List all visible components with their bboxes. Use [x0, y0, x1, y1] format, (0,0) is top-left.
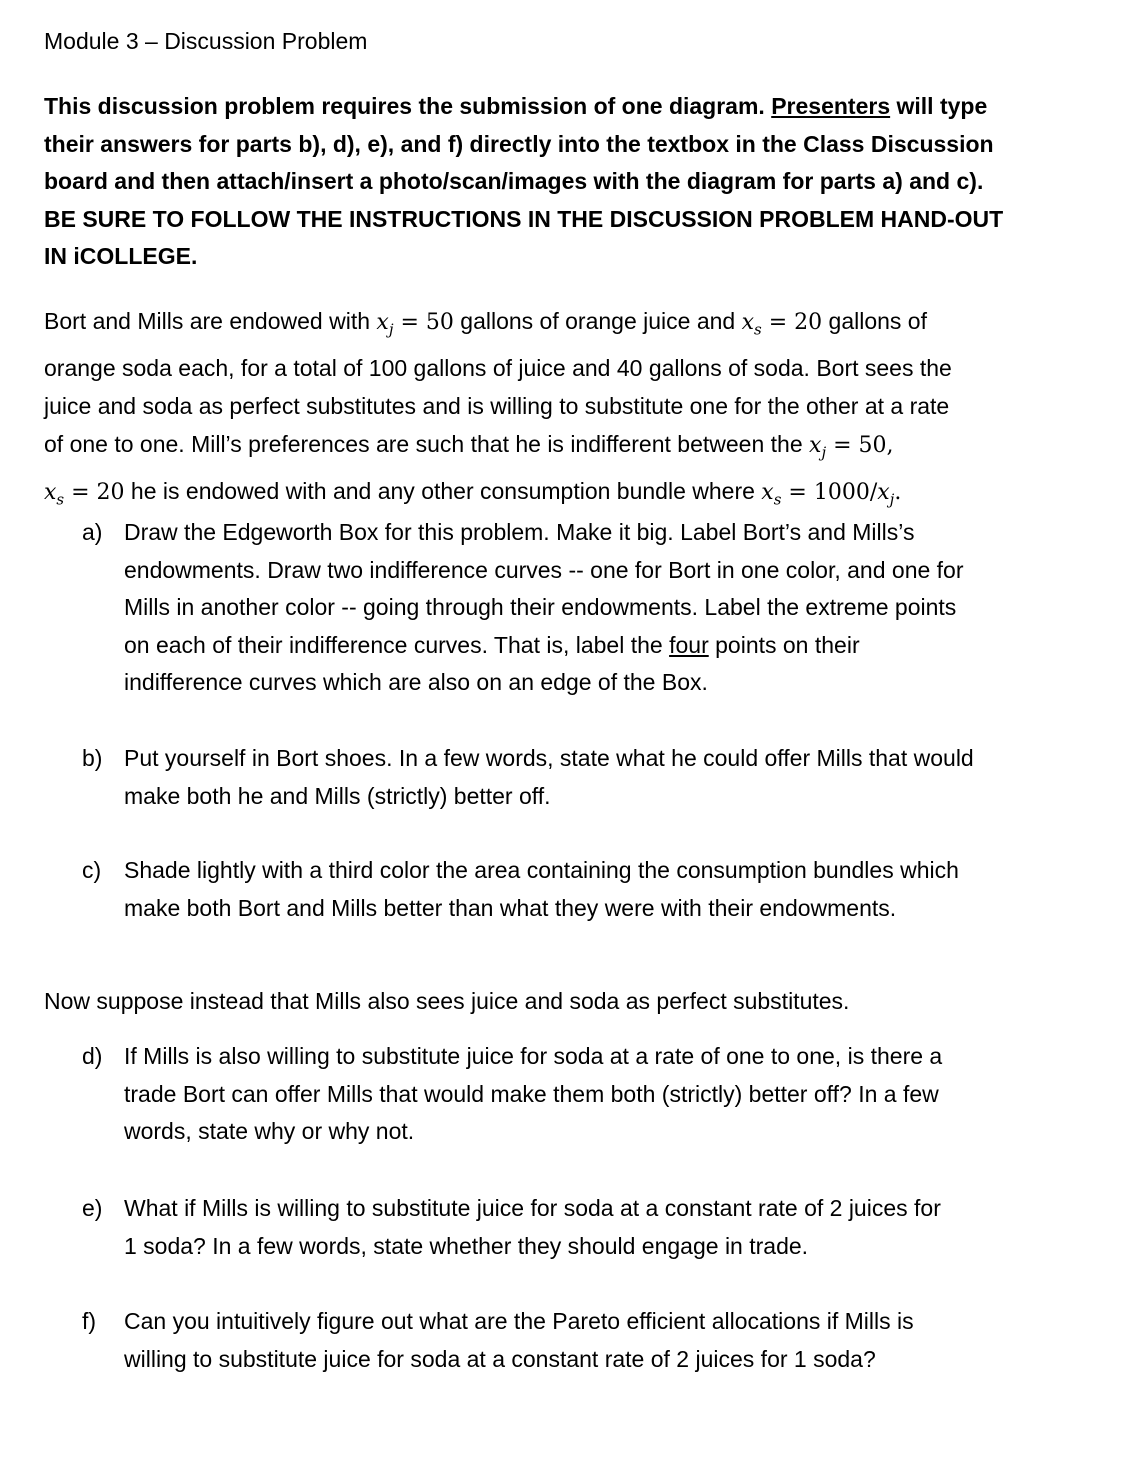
- item-body: Can you intuitively figure out what are the Pareto efficient allocations if Mills is willing to substitute juice for soda at a constant rate of 2 juices for 1 soda?: [124, 1308, 914, 1372]
- setup-line: juice and soda as perfect substitutes and is willing to substitute one for the other at a rate: [44, 393, 950, 420]
- setup-line: orange soda each, for a total of 100 gallons of juice and 40 gallons of soda. Bort sees the: [44, 354, 952, 381]
- setup-line: Bort and Mills are endowed with $x_j = 50$ gallons of orange juice and $x_s = 20$ gallons of: [44, 308, 927, 339]
- item-marker: c): [82, 857, 102, 883]
- question-item-a: [82, 514, 1102, 702]
- question-item-e: [82, 1190, 1102, 1265]
- page-title: Module 3 – Discussion Problem: [44, 28, 368, 54]
- instructions-line: IN iCOLLEGE.: [44, 243, 198, 269]
- question-item-c: [82, 852, 1102, 927]
- item-body: Draw the Edgeworth Box for this problem. Make it big. Label Bort’s and Mills’s endowments. Draw two indifference curves -- one for Bort in one color, and one for Mills in another color -- going through their endowments. Label the extreme points on each of their indifference curves. That is, label the four points on their indifference curves which are also on an edge of the Box.: [124, 519, 964, 696]
- instructions-line: BE SURE TO FOLLOW THE INSTRUCTIONS IN THE DISCUSSION PROBLEM HAND-OUT: [44, 205, 1004, 232]
- item-body: If Mills is also willing to substitute juice for soda at a rate of one to one, is there a trade Bort can offer Mills that would make them both (strictly) better off? In a few words, state why or why not.: [124, 1043, 943, 1145]
- setup-line: of one to one. Mill’s preferences are such that he is indifferent between the $x_j = 50$,: [44, 431, 894, 463]
- now-suppose-paragraph: Now suppose instead that Mills also sees juice and soda as perfect substitutes.: [44, 988, 850, 1014]
- underlined-four: four: [669, 631, 709, 658]
- question-item-b: [82, 740, 1102, 815]
- item-body: What if Mills is willing to substitute juice for soda at a constant rate of 2 juices for 1 soda? In a few words, state whether they should engage in trade.: [124, 1195, 941, 1259]
- instructions-line: their answers for parts b), d), e), and f) directly into the textbox in the Class Discussion: [44, 130, 994, 157]
- underlined-presenters: Presenters: [771, 93, 891, 119]
- instructions-line: board and then attach/insert a photo/scan/images with the diagram for parts a) and c).: [44, 168, 984, 194]
- item-marker: d): [82, 1043, 103, 1069]
- item-marker: a): [82, 519, 103, 545]
- instructions-line: This discussion problem requires the submission of one diagram. Presenters will type: [44, 93, 988, 119]
- item-body: Put yourself in Bort shoes. In a few words, state what he could offer Mills that would make both he and Mills (strictly) better off.: [124, 745, 974, 809]
- question-item-f: [82, 1303, 1102, 1378]
- item-marker: b): [82, 745, 103, 771]
- item-body: Shade lightly with a third color the area containing the consumption bundles which make both Bort and Mills better than what they were with their endowments.: [124, 857, 959, 921]
- problem-setup-paragraph: [44, 302, 1104, 519]
- item-marker: e): [82, 1195, 103, 1221]
- setup-line: $x_s = 20$ he is endowed with and any other consumption bundle where $x_s = 1000/x_j$.: [44, 478, 902, 509]
- item-marker: f): [82, 1308, 97, 1334]
- question-item-d: [82, 1038, 1102, 1151]
- instructions-paragraph: [44, 88, 1104, 276]
